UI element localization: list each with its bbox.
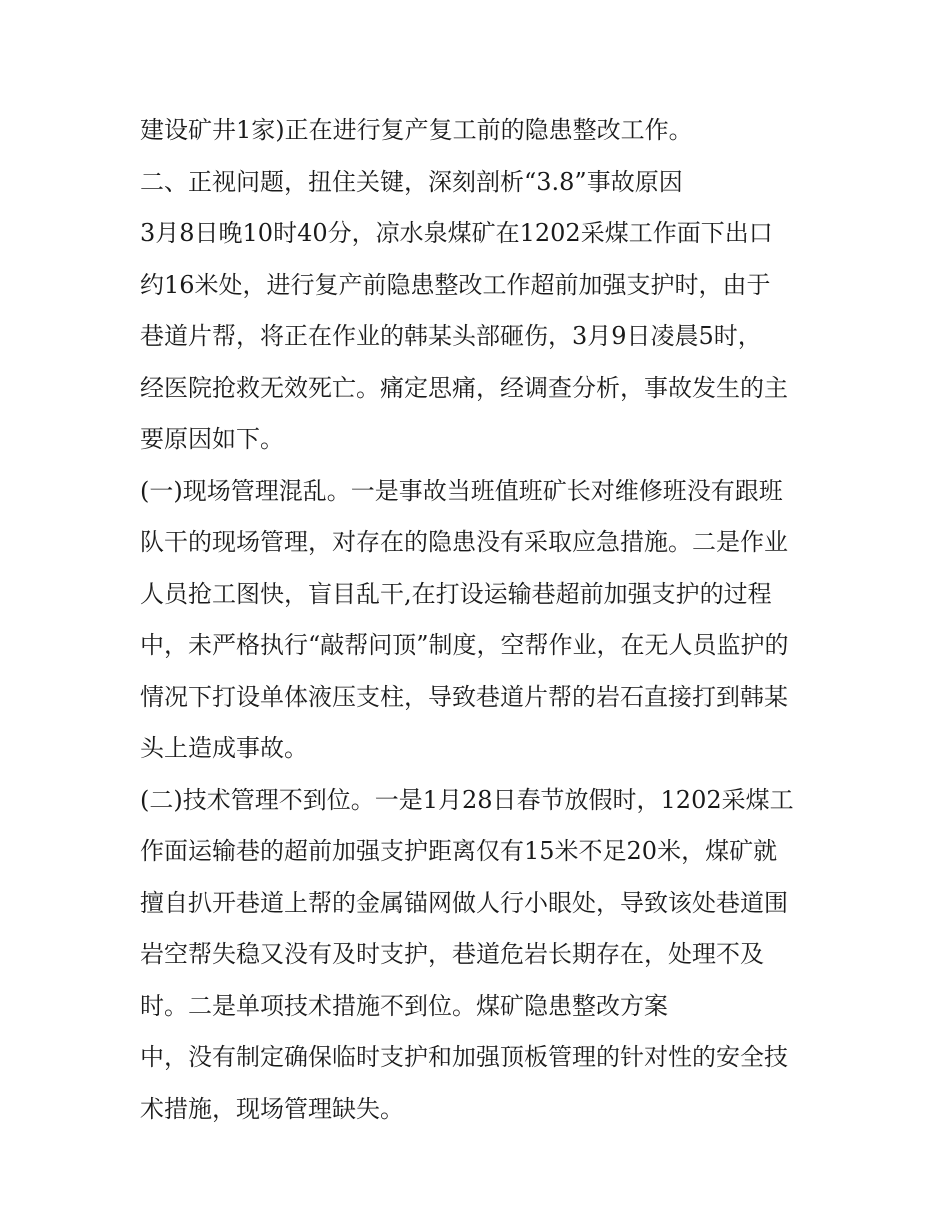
text-line: 建设矿井1家)正在进行复产复工前的隐患整改工作。	[140, 116, 693, 144]
text-line: 约16米处，进行复产前隐患整改工作超前加强支护时，由于	[140, 270, 771, 299]
text-line: 人员抢工图快，盲目乱干,在打设运输巷超前加强支护的过程	[140, 579, 772, 608]
text-line: 中，未严格执行“敲帮问顶”制度，空帮作业，在无人员监护的	[140, 631, 789, 659]
text-line: 巷道片帮，将正在作业的韩某头部砸伤，3月9日凌晨5时，	[140, 322, 762, 350]
text-line: 中，没有制定确保临时支护和加强顶板管理的针对性的安全技	[140, 1043, 788, 1071]
text-line: 队干的现场管理，对存在的隐患没有采取应急措施。二是作业	[140, 528, 788, 556]
text-line: 擅自扒开巷道上帮的金属锚网做人行小眼处，导致该处巷道围	[140, 888, 788, 917]
text-line: 经医院抢救无效死亡。痛定思痛，经调查分析，事故发生的主	[140, 373, 788, 402]
text-line: 要原因如下。	[140, 425, 284, 453]
section-heading: 二、正视问题，扭住关键，深刻剖析“3.8”事故原因	[140, 167, 683, 196]
text-line: (二)技术管理不到位。一是1月28日春节放假时，1202采煤工	[140, 785, 794, 814]
text-line: 头上造成事故。	[140, 734, 308, 762]
text-line: (一)现场管理混乱。一是事故当班值班矿长对维修班没有跟班	[140, 476, 783, 505]
text-line: 3月8日晚10时40分，凉水泉煤矿在1202采煤工作面下出口	[140, 219, 773, 247]
document-body	[140, 108, 820, 1138]
text-line: 作面运输巷的超前加强支护距离仅有15米不足20米，煤矿就	[140, 837, 778, 865]
text-line: 岩空帮失稳又没有及时支护，巷道危岩长期存在，处理不及	[140, 940, 764, 968]
text-line: 时。二是单项技术措施不到位。煤矿隐患整改方案	[140, 991, 668, 1020]
text-line: 情况下打设单体液压支柱，导致巷道片帮的岩石直接打到韩某	[140, 682, 788, 711]
text-line: 术措施，现场管理缺失。	[140, 1094, 404, 1123]
